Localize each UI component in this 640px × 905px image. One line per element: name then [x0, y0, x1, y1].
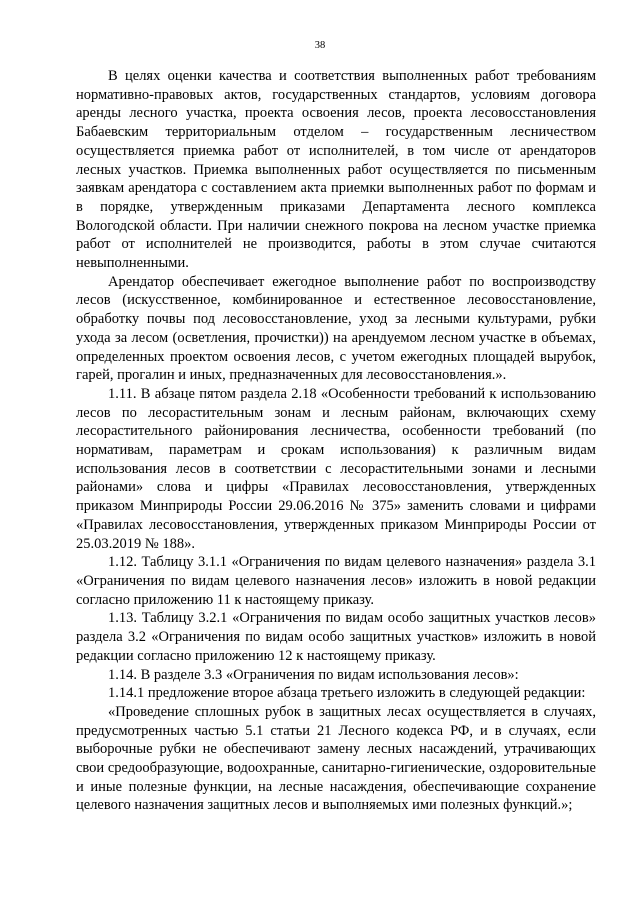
paragraph-acceptance-of-works: В целях оценки качества и соответствия выполненных работ требованиям нормативно-правовых актов, государственных стандартов, условиям договора аренды лесного участка, проекта освоения лесов, проекта лесовосстановления Бабаевским территориальным отделом – государственным лесничеством осуществляется приемка работ от исполнителей, в том числе от арендаторов лесных участков. Приемка выполненных работ осуществляется по письменным заявкам арендатора с составлением акта приемки выполненных работ по формам и в порядке, утвержденным приказами Департамента лесного комплекса Вологодской области. При наличии снежного покрова на лесном участке приемка работ от исполнителей не производится, работы в этом случае считаются невыполненными.	[76, 68, 596, 272]
paragraph-item-1-11: 1.11. В абзаце пятом раздела 2.18 «Особенности требований к использованию лесов по лесорастительным зонам и лесным районам, включающих схему лесорастительного районирования лесничества, особенности требований (по нормативам, параметрам и срокам использования) к различным видам использования лесов в соответствии с лесорастительными зонами и лесными районами» слова и цифры «Правилах лесовосстановления, утвержденных приказом Минприроды России 29.06.2016 № 375» заменить словами и цифрами «Правилах лесовосстановления, утвержденных приказом Минприроды России от 25.03.2019 № 188».	[76, 385, 596, 552]
paragraph-reforestation-duty: Арендатор обеспечивает ежегодное выполнение работ по воспроизводству лесов (искусственное, комбинированное и естественное лесовосстановление, обработку почвы под лесовосстановление, уход за лесными культурами, рубки ухода за лесом (осветления, прочистки)) на арендуемом лесном участке в объемах, определенных проектом освоения лесов, с учетом ежегодных площадей вырубок, гарей, прогалин и иных, предназначенных для лесовосстановления.».	[76, 273, 596, 384]
paragraph-item-1-14: 1.14. В разделе 3.3 «Ограничения по видам использования лесов»:	[108, 666, 519, 683]
page-number: 38	[314, 40, 326, 51]
document-body	[76, 67, 596, 815]
paragraph-item-1-12: 1.12. Таблицу 3.1.1 «Ограничения по видам целевого назначения» раздела 3.1 «Ограничения по видам целевого назначения лесов» изложить в новой редакции согласно приложению 11 к настоящему приказу.	[76, 554, 596, 608]
paragraph-item-1-14-1: 1.14.1 предложение второе абзаца третьего изложить в следующей редакции:	[108, 685, 586, 702]
paragraph-quoted-amendment: «Проведение сплошных рубок в защитных лесах осуществляется в случаях, предусмотренных частью 5.1 статьи 21 Лесного кодекса РФ, и в случаях, если выборочные рубки не обеспечивают замену лесных насаждений, утрачивающих свои средообразующие, водоохранные, санитарно-гигиенические, оздоровительные и иные полезные функции, на лесные насаждения, обеспечивающие сохранение целевого назначения защитных лесов и выполняемых ими полезных функций.»;	[76, 703, 596, 814]
paragraph-item-1-13: 1.13. Таблицу 3.2.1 «Ограничения по видам особо защитных участков лесов» раздела 3.2 «Ограничения по видам особо защитных участков» изложить в новой редакции согласно приложению 12 к настоящему приказу.	[76, 610, 596, 664]
